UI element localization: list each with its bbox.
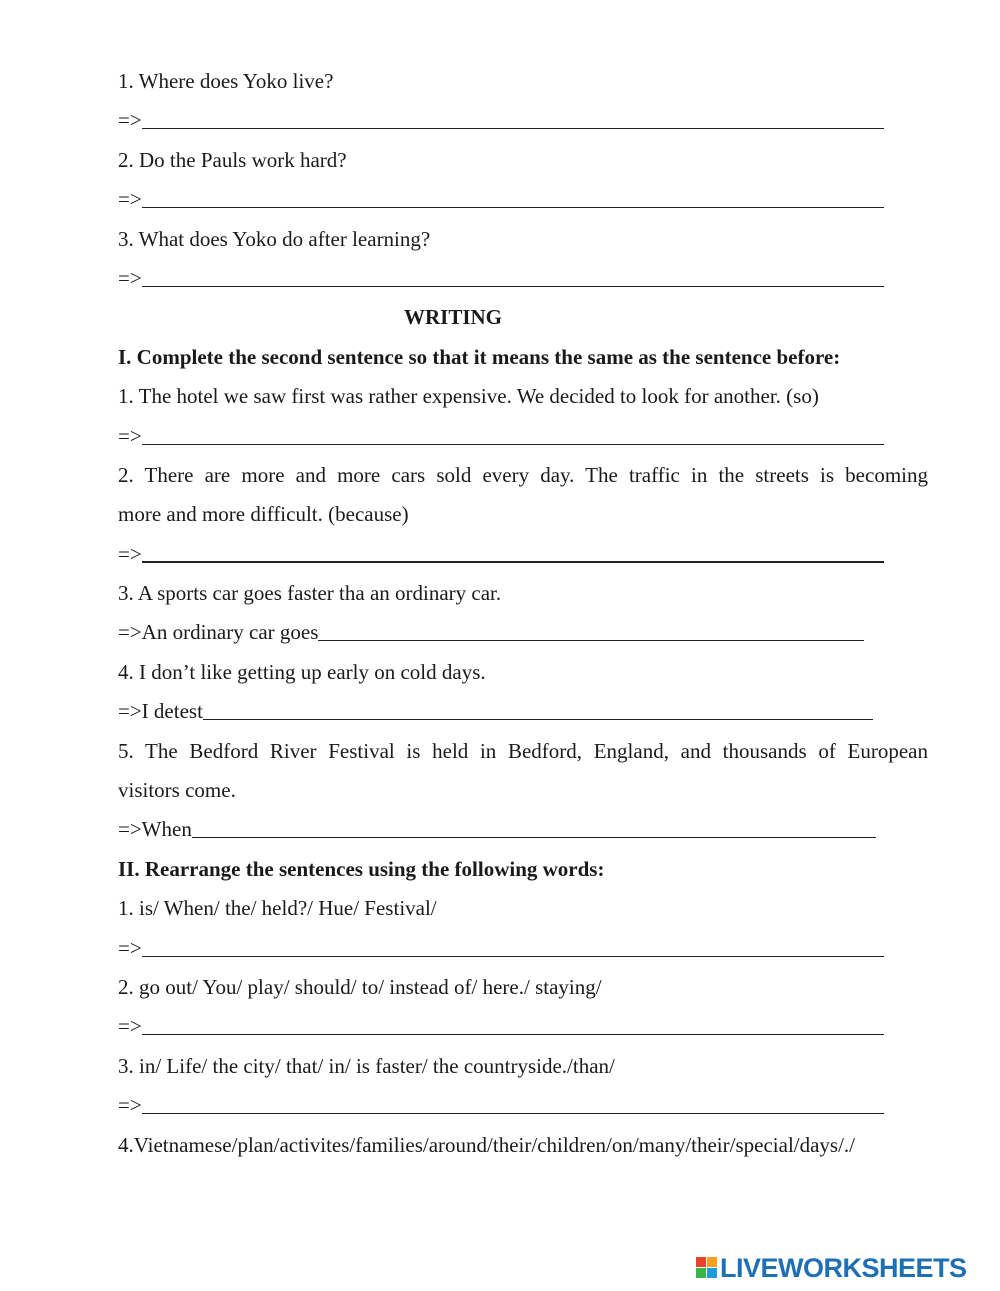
answer-blank[interactable] — [142, 127, 884, 129]
writing-question-2-line-1: 2. There are more and more cars sold every day. The traffic in the streets is becoming — [118, 462, 928, 487]
answer-prefix: => — [118, 935, 142, 960]
worksheet-content — [118, 62, 928, 1165]
answer-blank[interactable] — [142, 285, 884, 287]
answer-prefix: => — [118, 108, 142, 133]
answer-prefix: =>An ordinary car goes — [118, 620, 319, 645]
answer-blank[interactable] — [203, 718, 873, 720]
writing-question-1: 1. The hotel we saw first was rather expensive. We decided to look for another. (so) — [118, 384, 819, 409]
answer-blank[interactable] — [142, 1033, 884, 1035]
reading-question-2: 2. Do the Pauls work hard? — [118, 147, 347, 172]
answer-prefix: => — [118, 541, 142, 566]
answer-blank[interactable] — [142, 206, 884, 208]
answer-blank[interactable] — [192, 836, 876, 838]
answer-blank[interactable] — [142, 955, 884, 957]
answer-prefix: => — [118, 1093, 142, 1118]
writing-question-3: 3. A sports car goes faster tha an ordinary car. — [118, 581, 502, 606]
rearrange-question-1: 1. is/ When/ the/ held?/ Hue/ Festival/ — [118, 896, 437, 921]
answer-prefix: => — [118, 1014, 142, 1039]
writing-question-5-line-2: visitors come. — [118, 778, 236, 803]
answer-line[interactable] — [118, 613, 928, 652]
answer-prefix: =>When — [118, 817, 192, 842]
answer-line[interactable] — [118, 535, 928, 574]
answer-blank[interactable] — [318, 639, 864, 641]
answer-line[interactable] — [118, 1007, 928, 1046]
answer-line[interactable] — [118, 692, 928, 731]
answer-prefix: => — [118, 187, 142, 212]
answer-line[interactable] — [118, 180, 928, 219]
answer-line[interactable] — [118, 101, 928, 140]
section-title: WRITING — [404, 305, 503, 330]
answer-line[interactable] — [118, 929, 928, 968]
rearrange-question-4: 4.Vietnamese/plan/activites/families/around/their/children/on/many/their/special/days/./ — [118, 1132, 856, 1157]
answer-prefix: => — [118, 265, 142, 290]
liveworksheets-logo-icon — [696, 1257, 718, 1279]
reading-question-1: 1. Where does Yoko live? — [118, 69, 334, 93]
section-heading-1: I. Complete the second sentence so that it means the same as the sentence before: — [118, 344, 841, 369]
answer-line[interactable] — [118, 810, 928, 849]
answer-blank[interactable] — [142, 443, 884, 445]
answer-blank[interactable] — [142, 1112, 884, 1114]
writing-question-4: 4. I don’t like getting up early on cold days. — [118, 659, 486, 684]
rearrange-question-2: 2. go out/ You/ play/ should/ to/ instead of/ here./ staying/ — [118, 974, 602, 999]
logo-text: LIVEWORKSHEETS — [720, 1253, 967, 1283]
writing-question-2-line-2: more and more difficult. (because) — [118, 502, 409, 527]
answer-prefix: =>I detest — [118, 699, 203, 724]
rearrange-question-3: 3. in/ Life/ the city/ that/ in/ is faster/ the countryside./than/ — [118, 1053, 615, 1078]
liveworksheets-logo — [696, 1254, 967, 1282]
writing-question-5-line-1: 5. The Bedford River Festival is held in Bedford, England, and thousands of European — [118, 738, 928, 763]
section-heading-2: II. Rearrange the sentences using the following words: — [118, 856, 605, 881]
answer-line[interactable] — [118, 417, 928, 456]
answer-prefix: => — [118, 423, 142, 448]
answer-line[interactable] — [118, 1086, 928, 1125]
answer-blank[interactable] — [142, 560, 884, 563]
answer-line[interactable] — [118, 259, 928, 298]
reading-question-3: 3. What does Yoko do after learning? — [118, 226, 431, 251]
